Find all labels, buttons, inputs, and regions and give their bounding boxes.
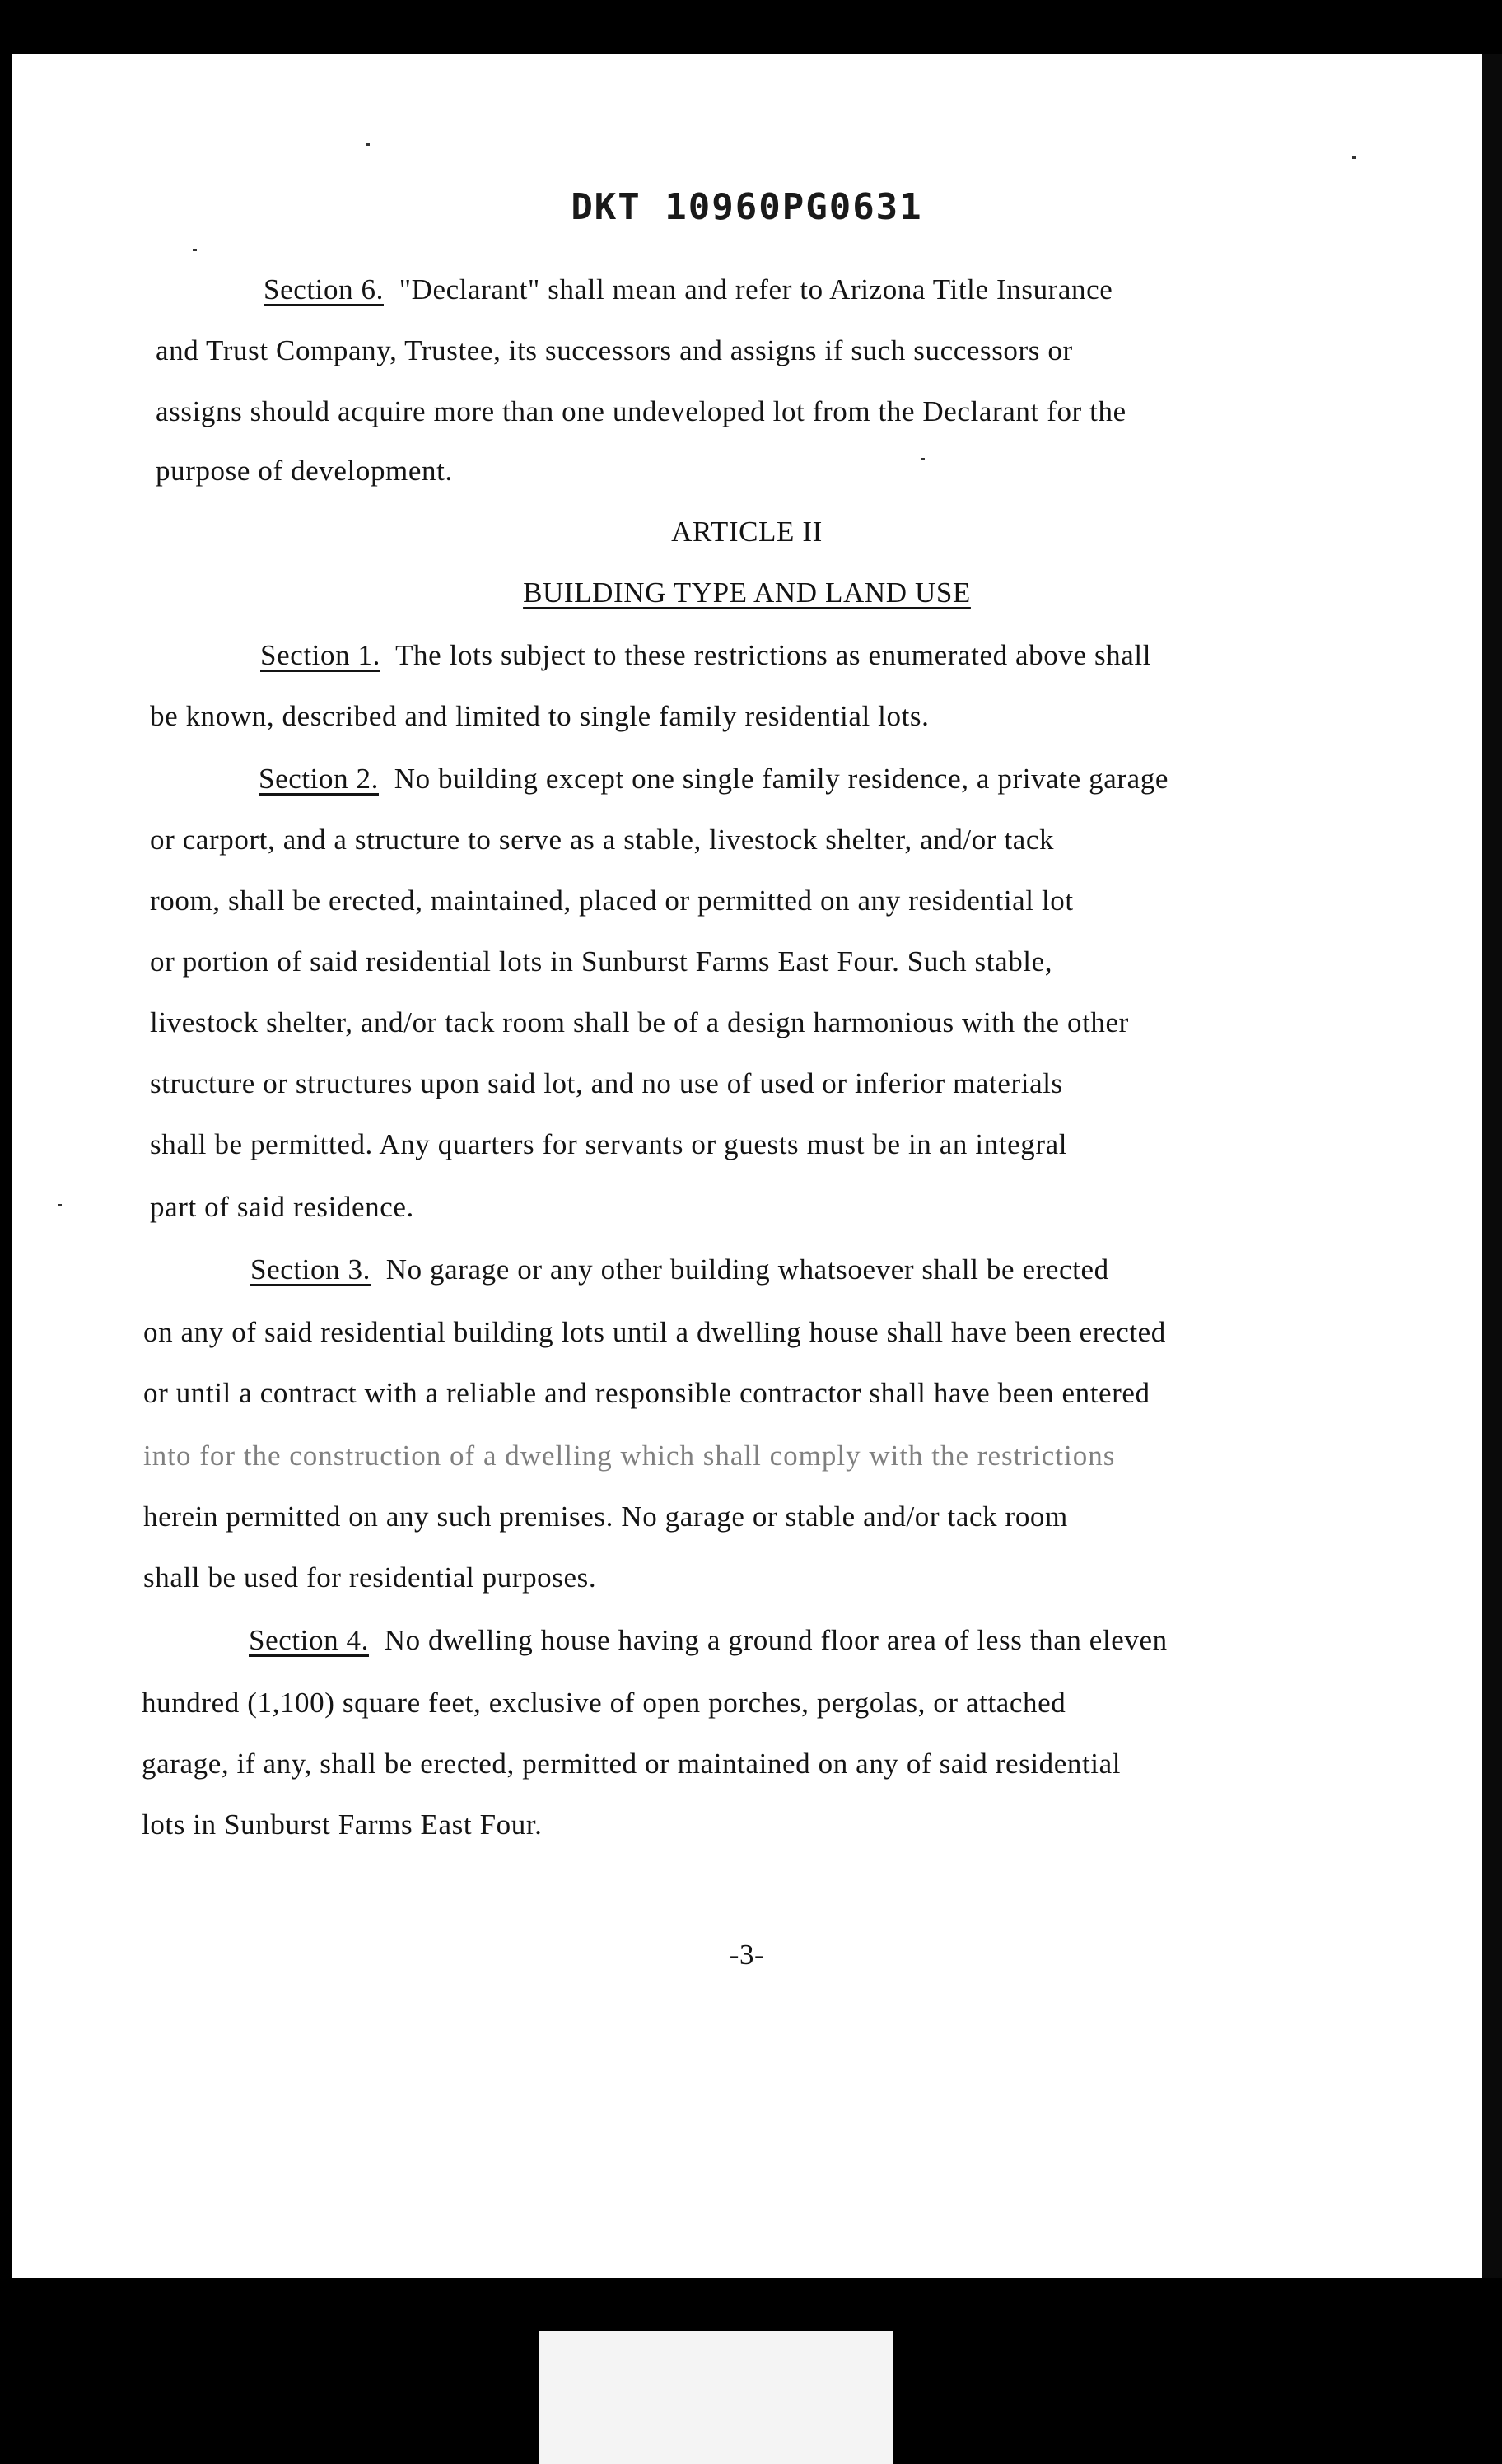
section-4-line-4: lots in Sunburst Farms East Four. [142, 1808, 543, 1841]
section-6-line-2: and Trust Company, Trustee, its successors and assigns if such successors or [156, 334, 1073, 366]
scan-speck [58, 1204, 62, 1206]
section-3-line-2: on any of said residential building lots until a dwelling house shall have been erected [143, 1316, 1166, 1348]
scan-speck [921, 458, 925, 460]
section-2-line-1: Section 2. No building except one single family residence, a private garage [259, 763, 1168, 795]
section-4-line-2: hundred (1,100) square feet, exclusive of open porches, pergolas, or attached [142, 1687, 1066, 1719]
scan-speck [1352, 156, 1356, 159]
section-4-line-1: Section 4. No dwelling house having a ground floor area of less than eleven [249, 1624, 1168, 1656]
section-2-line-5: livestock shelter, and/or tack room shall be of a design harmonious with the other [150, 1006, 1129, 1038]
section-2-line-4: or portion of said residential lots in Sunburst Farms East Four. Such stable, [150, 945, 1053, 978]
section-3-line-1: Section 3. No garage or any other building whatsoever shall be erected [250, 1253, 1109, 1286]
section-1-line-2: be known, described and limited to single family residential lots. [150, 700, 930, 732]
section-3-line-6: shall be used for residential purposes. [143, 1561, 597, 1594]
scan-speck [193, 249, 197, 251]
section-3-line-3: or until a contract with a reliable and responsible contractor shall have been entered [143, 1377, 1150, 1409]
scan-top-border [0, 0, 1502, 54]
section-3-line-5: herein permitted on any such premises. No garage or stable and/or tack room [143, 1500, 1068, 1533]
section-2-line-7: shall be permitted. Any quarters for servants or guests must be in an integral [150, 1128, 1068, 1160]
section-1-line-1: Section 1. The lots subject to these restrictions as enumerated above shall [260, 639, 1152, 671]
section-2-label: Section 2. [259, 763, 379, 795]
section-3-label: Section 3. [250, 1253, 371, 1286]
article-subtitle: BUILDING TYPE AND LAND USE [523, 576, 971, 609]
docket-stamp: DKT 10960PG0631 [571, 186, 923, 228]
section-4-line-3: garage, if any, shall be erected, permitted or maintained on any of said residential [142, 1748, 1122, 1780]
section-2-line-6: structure or structures upon said lot, and no use of used or inferior materials [150, 1067, 1063, 1099]
section-2-line-8: part of said residence. [150, 1191, 414, 1223]
article-title: ARTICLE II [671, 516, 823, 548]
section-6-label: Section 6. [264, 273, 384, 306]
section-1-label: Section 1. [260, 639, 380, 671]
page-number: -3- [729, 1939, 765, 1971]
section-4-label: Section 4. [249, 1624, 369, 1656]
section-2-line-3: room, shall be erected, maintained, placed or permitted on any residential lot [150, 884, 1074, 917]
scan-right-edge [1482, 54, 1502, 2278]
section-3-line-4: into for the construction of a dwelling which shall comply with the restrictions [143, 1440, 1116, 1472]
scan-speck [366, 143, 370, 146]
section-6-line-1: Section 6. "Declarant" shall mean and refer to Arizona Title Insurance [264, 273, 1113, 306]
section-6-line-3: assigns should acquire more than one undeveloped lot from the Declarant for the [156, 395, 1126, 427]
section-2-line-2: or carport, and a structure to serve as a stable, livestock shelter, and/or tack [150, 824, 1055, 856]
scan-bottom-artifact [539, 2331, 893, 2464]
section-6-line-4: purpose of development. [156, 455, 453, 487]
document-page [12, 54, 1482, 2278]
